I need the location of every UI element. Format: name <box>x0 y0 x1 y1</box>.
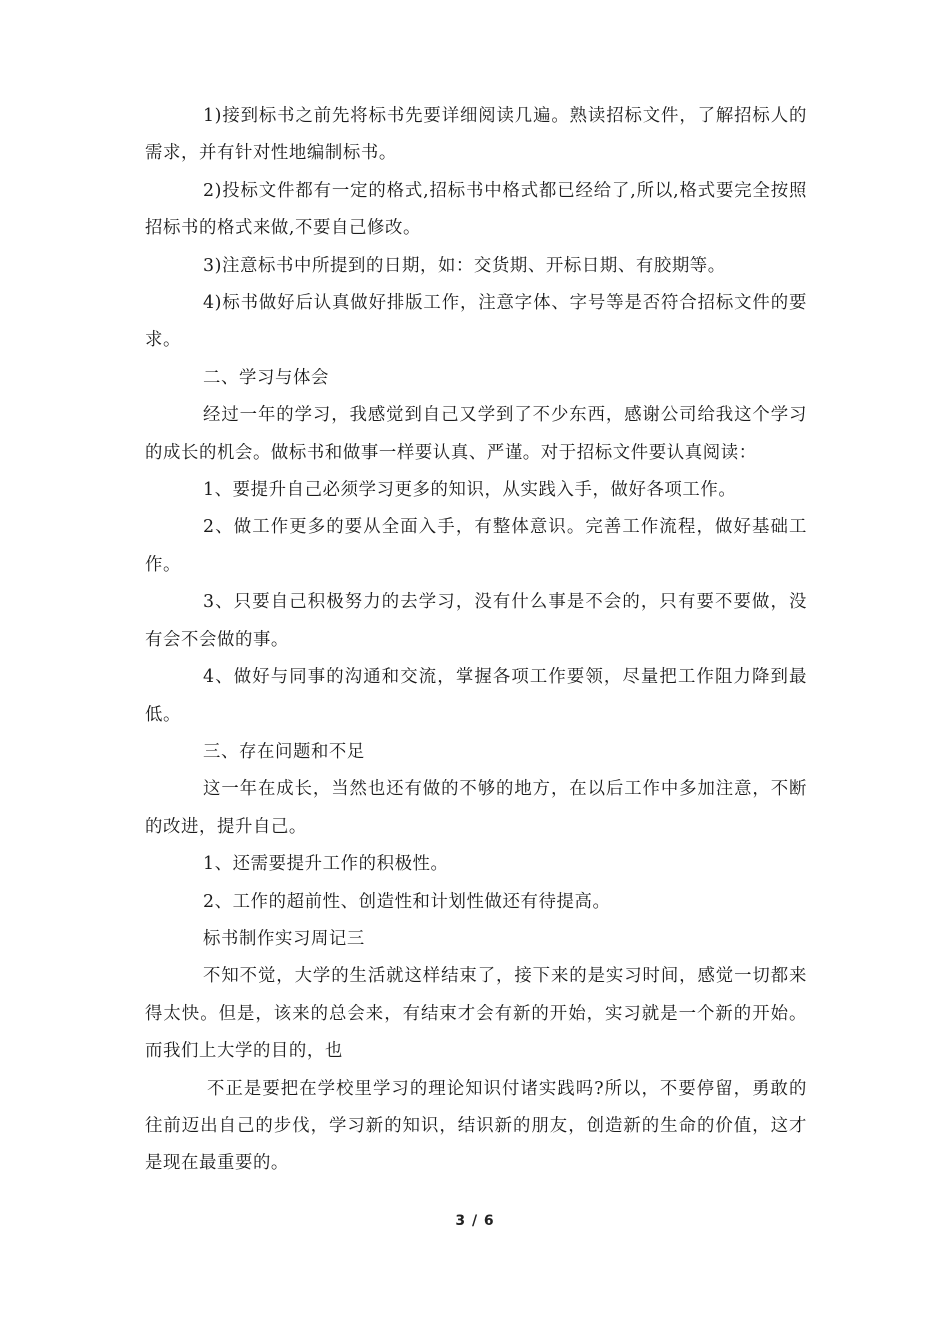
document-body <box>145 98 807 1183</box>
paragraph-tip-2: 2)投标文件都有一定的格式,招标书中格式都已经给了,所以,格式要完全按照招标书的格式来做,不要自己修改。 <box>145 180 807 239</box>
paragraph-problems-intro: 这一年在成长，当然也还有做的不够的地方，在以后工作中多加注意，不断的改进，提升自己。 <box>145 779 807 837</box>
paragraph-problems-1: 1、还需要提升工作的积极性。 <box>203 854 449 875</box>
paragraph-tip-3: 3)注意标书中所提到的日期，如：交货期、开标日期、有胶期等。 <box>203 255 726 276</box>
section-heading-problems: 三、存在问题和不足 <box>203 741 365 762</box>
section-heading-weekly-3: 标书制作实习周记三 <box>203 928 365 949</box>
paragraph-study-intro: 经过一年的学习，我感觉到自己又学到了不少东西，感谢公司给我这个学习的成长的机会。做标书和做事一样要认真、严谨。对于招标文件要认真阅读： <box>145 405 807 463</box>
paragraph-study-4: 4、做好与同事的沟通和交流，掌握各项工作要领，尽量把工作阻力降到最低。 <box>145 667 807 725</box>
paragraph-study-2: 2、做工作更多的要从全面入手，有整体意识。完善工作流程，做好基础工作。 <box>145 517 807 575</box>
section-heading-study: 二、学习与体会 <box>203 367 329 388</box>
paragraph-study-3: 3、只要自己积极努力的去学习，没有什么事是不会的，只有要不要做，没有会不会做的事。 <box>145 592 807 650</box>
paragraph-problems-2: 2、工作的超前性、创造性和计划性做还有待提高。 <box>203 891 611 912</box>
page-number: 3 / 6 <box>455 1213 495 1229</box>
paragraph-tip-4: 4)标书做好后认真做好排版工作，注意字体、字号等是否符合招标文件的要求。 <box>145 293 807 351</box>
paragraph-study-1: 1、要提升自己必须学习更多的知识，从实践入手，做好各项工作。 <box>203 480 737 501</box>
paragraph-tip-1: 1)接到标书之前先将标书先要详细阅读几遍。熟读招标文件，了解招标人的需求，并有针对性地编制标书。 <box>145 106 807 164</box>
paragraph-weekly-2: 不正是要把在学校里学习的理论知识付诸实践吗?所以，不要停留，勇敢的往前迈出自己的步伐，学习新的知识，结识新的朋友，创造新的生命的价值，这才是现在最重要的。 <box>145 1078 807 1174</box>
paragraph-weekly-1: 不知不觉，大学的生活就这样结束了，接下来的是实习时间，感觉一切都来得太快。但是，该来的总会来，有结束才会有新的开始，实习就是一个新的开始。而我们上大学的目的，也 <box>145 966 807 1062</box>
